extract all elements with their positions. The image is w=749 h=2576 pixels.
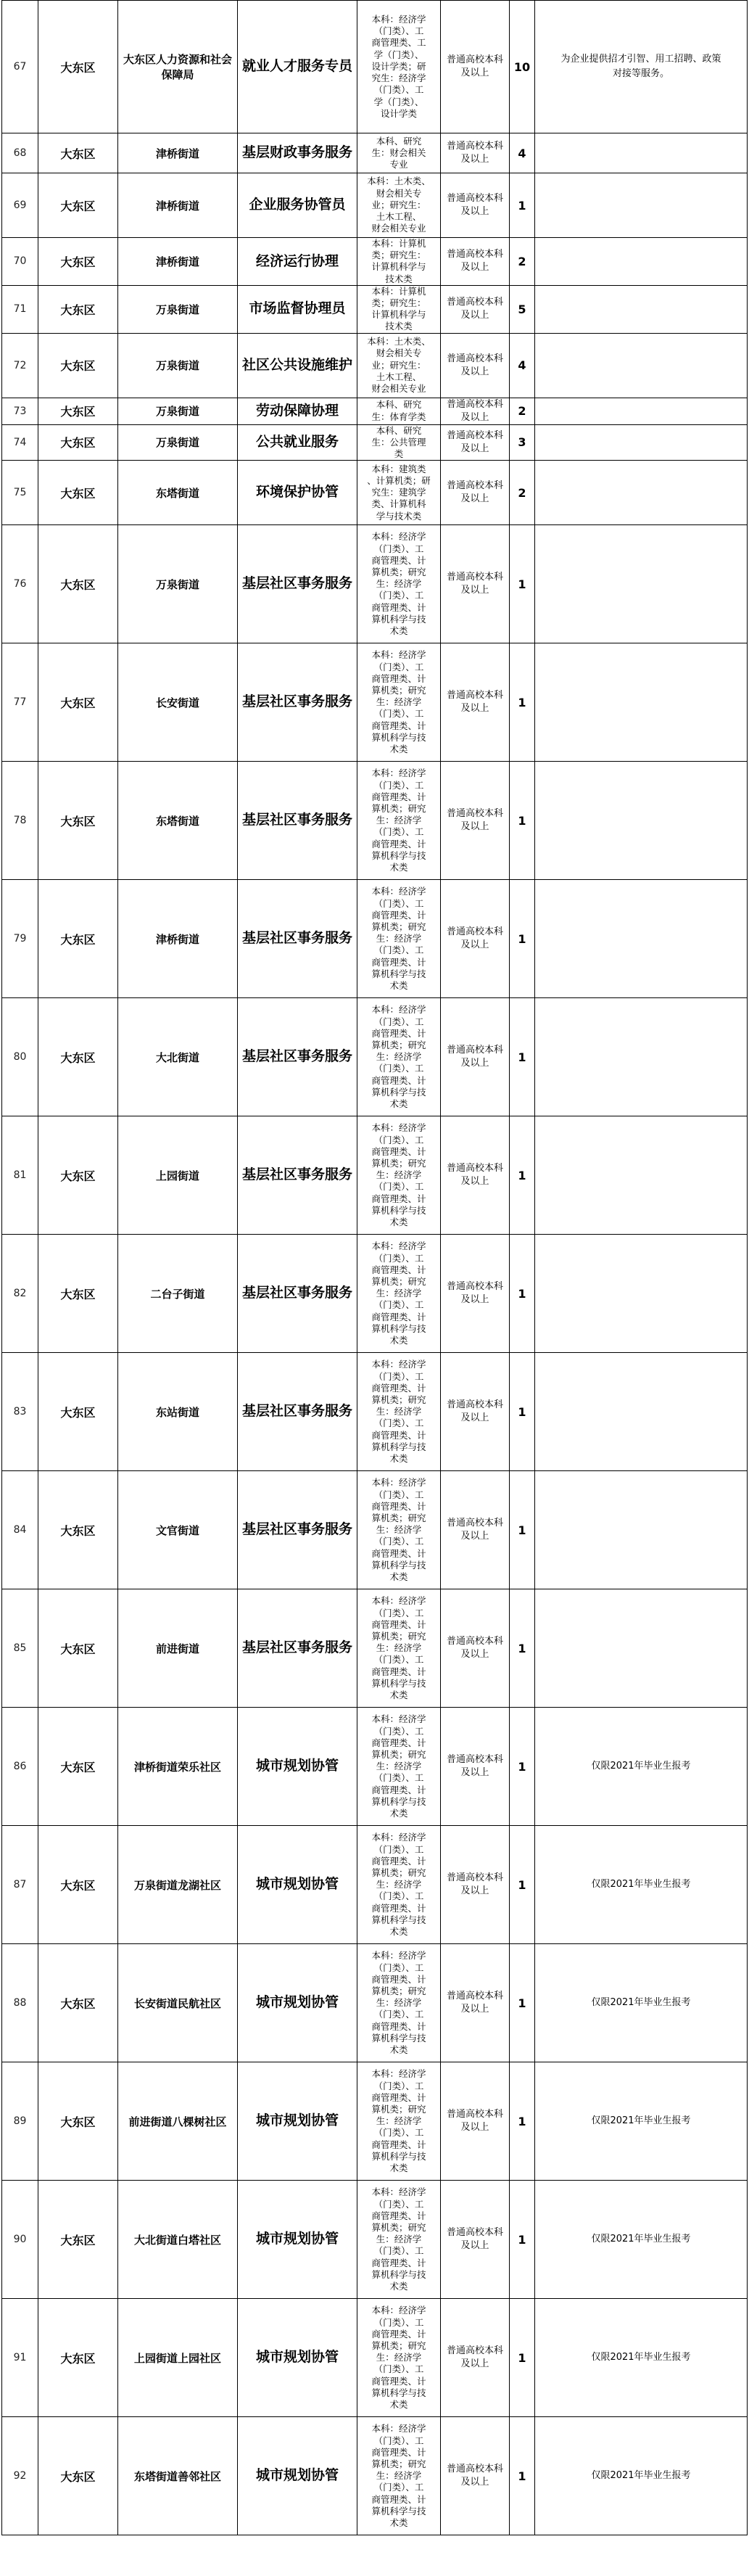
position-name: 基层社区事务服务 (238, 998, 357, 1116)
row-number: 76 (2, 525, 38, 643)
employer-unit: 东塔街道 (118, 762, 238, 880)
row-number: 80 (2, 998, 38, 1116)
position-name: 城市规划协管 (238, 1708, 357, 1826)
table-row (2, 333, 748, 398)
remarks (535, 1116, 748, 1235)
headcount: 1 (510, 880, 535, 998)
headcount: 1 (510, 1116, 535, 1235)
table-row (2, 1471, 748, 1589)
employer-unit: 东站街道 (118, 1353, 238, 1471)
major-requirement: 本科：经济学 （门类）、工 商管理类、计 算机类；研究 生：经济学 （门类）、工 商管理类、计 算机科学与技 术类 (357, 1944, 441, 2062)
remarks (535, 461, 748, 525)
district-name: 大东区 (38, 238, 118, 286)
table-row (2, 1, 748, 133)
remarks (535, 762, 748, 880)
position-name: 城市规划协管 (238, 2062, 357, 2181)
district-name: 大东区 (38, 880, 118, 998)
major-requirement: 本科：经济学 （门类）、工 商管理类、计 算机类；研究 生：经济学 （门类）、工 商管理类、计 算机科学与技 术类 (357, 1826, 441, 1944)
remarks (535, 1235, 748, 1353)
employer-unit: 万泉街道 (118, 525, 238, 643)
headcount: 1 (510, 1353, 535, 1471)
major-requirement: 本科：经济学 （门类）、工 商管理类、计 算机类；研究 生：经济学 （门类）、工 商管理类、计 算机科学与技 术类 (357, 2062, 441, 2181)
district-name: 大东区 (38, 2062, 118, 2181)
headcount: 1 (510, 998, 535, 1116)
employer-unit: 长安街道 (118, 643, 238, 762)
row-number: 78 (2, 762, 38, 880)
position-name: 基层社区事务服务 (238, 1116, 357, 1235)
row-number: 75 (2, 461, 38, 525)
row-number: 92 (2, 2417, 38, 2535)
headcount: 1 (510, 643, 535, 762)
education-requirement: 普通高校本科 及以上 (441, 1235, 510, 1353)
employer-unit: 津桥街道 (118, 238, 238, 286)
major-requirement: 本科：经济学 （门类）、工 商管理类、工 学（门类）、 设计学类；研 究生：经济学 （门类）、工 学（门类）、 设计学类 (357, 1, 441, 133)
remarks: 仅限2021年毕业生报考 (535, 2181, 748, 2299)
employer-unit: 万泉街道 (118, 398, 238, 424)
district-name: 大东区 (38, 1471, 118, 1589)
employer-unit: 前进街道 (118, 1589, 238, 1708)
education-requirement: 普通高校本科 及以上 (441, 1353, 510, 1471)
remarks (535, 1589, 748, 1708)
headcount: 1 (510, 2417, 535, 2535)
headcount: 1 (510, 762, 535, 880)
district-name: 大东区 (38, 1589, 118, 1708)
major-requirement: 本科：计算机 类；研究生： 计算机科学与 技术类 (357, 285, 441, 333)
headcount: 1 (510, 1826, 535, 1944)
headcount: 1 (510, 2062, 535, 2181)
education-requirement: 普通高校本科 及以上 (441, 2062, 510, 2181)
district-name: 大东区 (38, 461, 118, 525)
major-requirement: 本科：经济学 （门类）、工 商管理类、计 算机类；研究 生：经济学 （门类）、工 商管理类、计 算机科学与技 术类 (357, 643, 441, 762)
remarks (535, 238, 748, 286)
table-row (2, 762, 748, 880)
district-name: 大东区 (38, 2417, 118, 2535)
headcount: 4 (510, 333, 535, 398)
district-name: 大东区 (38, 333, 118, 398)
education-requirement: 普通高校本科 及以上 (441, 1116, 510, 1235)
employer-unit: 大东区人力资源和社会保障局 (118, 1, 238, 133)
table-row (2, 1708, 748, 1826)
headcount: 1 (510, 1235, 535, 1353)
headcount: 10 (510, 1, 535, 133)
district-name: 大东区 (38, 2299, 118, 2417)
row-number: 72 (2, 333, 38, 398)
position-name: 环境保护协管 (238, 461, 357, 525)
education-requirement: 普通高校本科 及以上 (441, 173, 510, 238)
table-row (2, 424, 748, 461)
table-row (2, 1235, 748, 1353)
education-requirement: 普通高校本科 及以上 (441, 1944, 510, 2062)
district-name: 大东区 (38, 762, 118, 880)
remarks (535, 333, 748, 398)
remarks (535, 424, 748, 461)
major-requirement: 本科：土木类、 财会相关专 业；研究生： 土木工程、 财会相关专业 (357, 173, 441, 238)
position-name: 城市规划协管 (238, 2417, 357, 2535)
row-number: 91 (2, 2299, 38, 2417)
major-requirement: 本科：经济学 （门类）、工 商管理类、计 算机类；研究 生：经济学 （门类）、工 商管理类、计 算机科学与技 术类 (357, 1235, 441, 1353)
employer-unit: 上园街道上园社区 (118, 2299, 238, 2417)
employer-unit: 二台子街道 (118, 1235, 238, 1353)
position-name: 经济运行协理 (238, 238, 357, 286)
major-requirement: 本科：经济学 （门类）、工 商管理类、计 算机类；研究 生：经济学 （门类）、工 商管理类、计 算机科学与技 术类 (357, 1116, 441, 1235)
position-name: 就业人才服务专员 (238, 1, 357, 133)
position-name: 基层财政事务服务 (238, 133, 357, 173)
employer-unit: 大北街道 (118, 998, 238, 1116)
position-name: 基层社区事务服务 (238, 1353, 357, 1471)
major-requirement: 本科：经济学 （门类）、工 商管理类、计 算机类；研究 生：经济学 （门类）、工 商管理类、计 算机科学与技 术类 (357, 2299, 441, 2417)
row-number: 70 (2, 238, 38, 286)
major-requirement: 本科：计算机 类；研究生： 计算机科学与 技术类 (357, 238, 441, 286)
employer-unit: 长安街道民航社区 (118, 1944, 238, 2062)
headcount: 5 (510, 285, 535, 333)
headcount: 4 (510, 133, 535, 173)
district-name: 大东区 (38, 998, 118, 1116)
employer-unit: 津桥街道 (118, 880, 238, 998)
row-number: 77 (2, 643, 38, 762)
employer-unit: 万泉街道龙湖社区 (118, 1826, 238, 1944)
major-requirement: 本科：经济学 （门类）、工 商管理类、计 算机类；研究 生：经济学 （门类）、工 商管理类、计 算机科学与技 术类 (357, 525, 441, 643)
district-name: 大东区 (38, 173, 118, 238)
education-requirement: 普通高校本科 及以上 (441, 424, 510, 461)
row-number: 74 (2, 424, 38, 461)
position-name: 基层社区事务服务 (238, 1589, 357, 1708)
remarks (535, 285, 748, 333)
district-name: 大东区 (38, 1, 118, 133)
education-requirement: 普通高校本科 及以上 (441, 762, 510, 880)
remarks (535, 398, 748, 424)
education-requirement: 普通高校本科 及以上 (441, 461, 510, 525)
headcount: 2 (510, 461, 535, 525)
education-requirement: 普通高校本科 及以上 (441, 238, 510, 286)
remarks (535, 173, 748, 238)
employer-unit: 大北街道白塔社区 (118, 2181, 238, 2299)
major-requirement: 本科：土木类、 财会相关专 业；研究生： 土木工程、 财会相关专业 (357, 333, 441, 398)
district-name: 大东区 (38, 285, 118, 333)
headcount: 3 (510, 424, 535, 461)
row-number: 85 (2, 1589, 38, 1708)
major-requirement: 本科、研究 生：公共管理 类 (357, 424, 441, 461)
major-requirement: 本科：经济学 （门类）、工 商管理类、计 算机类；研究 生：经济学 （门类）、工 商管理类、计 算机科学与技 术类 (357, 1353, 441, 1471)
education-requirement: 普通高校本科 及以上 (441, 333, 510, 398)
position-name: 城市规划协管 (238, 2299, 357, 2417)
remarks (535, 525, 748, 643)
row-number: 68 (2, 133, 38, 173)
position-name: 社区公共设施维护 (238, 333, 357, 398)
position-name: 城市规划协管 (238, 1944, 357, 2062)
headcount: 1 (510, 2181, 535, 2299)
major-requirement: 本科：建筑类 、计算机类；研 究生：建筑学 类、计算机科 学与技术类 (357, 461, 441, 525)
position-name: 基层社区事务服务 (238, 525, 357, 643)
remarks (535, 1471, 748, 1589)
major-requirement: 本科：经济学 （门类）、工 商管理类、计 算机类；研究 生：经济学 （门类）、工 商管理类、计 算机科学与技 术类 (357, 2417, 441, 2535)
remarks: 仅限2021年毕业生报考 (535, 2299, 748, 2417)
remarks: 为企业提供招才引智、用工招聘、政策 对接等服务。 (535, 1, 748, 133)
remarks (535, 880, 748, 998)
education-requirement: 普通高校本科 及以上 (441, 1826, 510, 1944)
row-number: 71 (2, 285, 38, 333)
position-name: 市场监督协理员 (238, 285, 357, 333)
row-number: 81 (2, 1116, 38, 1235)
education-requirement: 普通高校本科 及以上 (441, 1471, 510, 1589)
row-number: 84 (2, 1471, 38, 1589)
employer-unit: 津桥街道 (118, 173, 238, 238)
row-number: 73 (2, 398, 38, 424)
remarks (535, 1353, 748, 1471)
education-requirement: 普通高校本科 及以上 (441, 1708, 510, 1826)
major-requirement: 本科、研究 生：财会相关 专业 (357, 133, 441, 173)
table-row (2, 238, 748, 286)
education-requirement: 普通高校本科 及以上 (441, 1589, 510, 1708)
recruitment-table (1, 0, 748, 2535)
table-row (2, 2417, 748, 2535)
headcount: 1 (510, 1589, 535, 1708)
district-name: 大东区 (38, 424, 118, 461)
headcount: 2 (510, 398, 535, 424)
district-name: 大东区 (38, 1353, 118, 1471)
district-name: 大东区 (38, 1235, 118, 1353)
education-requirement: 普通高校本科 及以上 (441, 2299, 510, 2417)
district-name: 大东区 (38, 398, 118, 424)
education-requirement: 普通高校本科 及以上 (441, 2181, 510, 2299)
major-requirement: 本科、研究 生：体育学类 (357, 398, 441, 424)
employer-unit: 万泉街道 (118, 424, 238, 461)
table-row (2, 525, 748, 643)
employer-unit: 万泉街道 (118, 333, 238, 398)
position-name: 城市规划协管 (238, 2181, 357, 2299)
headcount: 2 (510, 238, 535, 286)
employer-unit: 津桥街道荣乐社区 (118, 1708, 238, 1826)
recruitment-table-page (1, 0, 747, 2535)
district-name: 大东区 (38, 525, 118, 643)
row-number: 86 (2, 1708, 38, 1826)
education-requirement: 普通高校本科 及以上 (441, 2417, 510, 2535)
remarks: 仅限2021年毕业生报考 (535, 1944, 748, 2062)
headcount: 1 (510, 525, 535, 643)
major-requirement: 本科：经济学 （门类）、工 商管理类、计 算机类；研究 生：经济学 （门类）、工 商管理类、计 算机科学与技 术类 (357, 2181, 441, 2299)
row-number: 87 (2, 1826, 38, 1944)
position-name: 基层社区事务服务 (238, 762, 357, 880)
district-name: 大东区 (38, 643, 118, 762)
table-row (2, 2062, 748, 2181)
employer-unit: 东塔街道善邻社区 (118, 2417, 238, 2535)
remarks (535, 133, 748, 173)
table-body (2, 1, 748, 2535)
remarks: 仅限2021年毕业生报考 (535, 1826, 748, 1944)
table-row (2, 1353, 748, 1471)
table-row (2, 133, 748, 173)
position-name: 企业服务协管员 (238, 173, 357, 238)
education-requirement: 普通高校本科 及以上 (441, 998, 510, 1116)
remarks (535, 643, 748, 762)
education-requirement: 普通高校本科 及以上 (441, 398, 510, 424)
position-name: 公共就业服务 (238, 424, 357, 461)
row-number: 69 (2, 173, 38, 238)
remarks (535, 998, 748, 1116)
district-name: 大东区 (38, 1826, 118, 1944)
education-requirement: 普通高校本科 及以上 (441, 525, 510, 643)
table-row (2, 643, 748, 762)
table-row (2, 1944, 748, 2062)
major-requirement: 本科：经济学 （门类）、工 商管理类、计 算机类；研究 生：经济学 （门类）、工 商管理类、计 算机科学与技 术类 (357, 1708, 441, 1826)
major-requirement: 本科：经济学 （门类）、工 商管理类、计 算机类；研究 生：经济学 （门类）、工 商管理类、计 算机科学与技 术类 (357, 998, 441, 1116)
row-number: 89 (2, 2062, 38, 2181)
education-requirement: 普通高校本科 及以上 (441, 285, 510, 333)
remarks: 仅限2021年毕业生报考 (535, 2062, 748, 2181)
table-row (2, 398, 748, 424)
education-requirement: 普通高校本科 及以上 (441, 880, 510, 998)
major-requirement: 本科：经济学 （门类）、工 商管理类、计 算机类；研究 生：经济学 （门类）、工 商管理类、计 算机科学与技 术类 (357, 1589, 441, 1708)
district-name: 大东区 (38, 2181, 118, 2299)
table-row (2, 2181, 748, 2299)
district-name: 大东区 (38, 1944, 118, 2062)
education-requirement: 普通高校本科 及以上 (441, 133, 510, 173)
row-number: 90 (2, 2181, 38, 2299)
employer-unit: 万泉街道 (118, 285, 238, 333)
remarks: 仅限2021年毕业生报考 (535, 1708, 748, 1826)
major-requirement: 本科：经济学 （门类）、工 商管理类、计 算机类；研究 生：经济学 （门类）、工 商管理类、计 算机科学与技 术类 (357, 762, 441, 880)
headcount: 1 (510, 1944, 535, 2062)
education-requirement: 普通高校本科 及以上 (441, 1, 510, 133)
position-name: 基层社区事务服务 (238, 880, 357, 998)
employer-unit: 上园街道 (118, 1116, 238, 1235)
major-requirement: 本科：经济学 （门类）、工 商管理类、计 算机类；研究 生：经济学 （门类）、工 商管理类、计 算机科学与技 术类 (357, 1471, 441, 1589)
table-row (2, 1589, 748, 1708)
headcount: 1 (510, 2299, 535, 2417)
table-row (2, 880, 748, 998)
employer-unit: 文官街道 (118, 1471, 238, 1589)
employer-unit: 津桥街道 (118, 133, 238, 173)
table-row (2, 2299, 748, 2417)
table-row (2, 998, 748, 1116)
headcount: 1 (510, 173, 535, 238)
row-number: 67 (2, 1, 38, 133)
position-name: 基层社区事务服务 (238, 1235, 357, 1353)
remarks: 仅限2021年毕业生报考 (535, 2417, 748, 2535)
district-name: 大东区 (38, 1116, 118, 1235)
position-name: 劳动保障协理 (238, 398, 357, 424)
row-number: 82 (2, 1235, 38, 1353)
row-number: 88 (2, 1944, 38, 2062)
headcount: 1 (510, 1708, 535, 1826)
row-number: 83 (2, 1353, 38, 1471)
table-row (2, 173, 748, 238)
employer-unit: 前进街道八棵树社区 (118, 2062, 238, 2181)
row-number: 79 (2, 880, 38, 998)
table-row (2, 1116, 748, 1235)
district-name: 大东区 (38, 133, 118, 173)
position-name: 城市规划协管 (238, 1826, 357, 1944)
table-row (2, 461, 748, 525)
district-name: 大东区 (38, 1708, 118, 1826)
major-requirement: 本科：经济学 （门类）、工 商管理类、计 算机类；研究 生：经济学 （门类）、工 商管理类、计 算机科学与技 术类 (357, 880, 441, 998)
position-name: 基层社区事务服务 (238, 1471, 357, 1589)
table-row (2, 1826, 748, 1944)
headcount: 1 (510, 1471, 535, 1589)
table-row (2, 285, 748, 333)
education-requirement: 普通高校本科 及以上 (441, 643, 510, 762)
position-name: 基层社区事务服务 (238, 643, 357, 762)
employer-unit: 东塔街道 (118, 461, 238, 525)
